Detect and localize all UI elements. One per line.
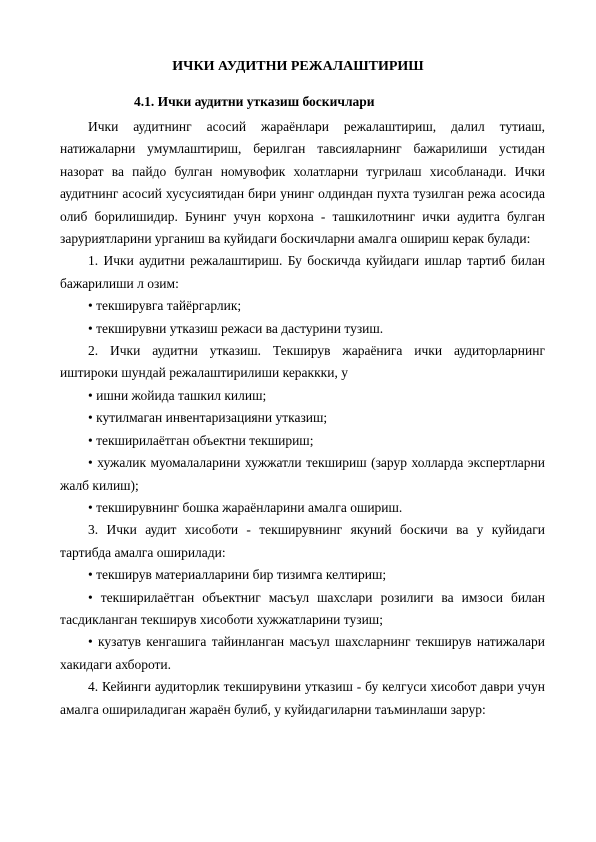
list-item: • текширилаётган объектни текшириш; xyxy=(88,432,314,448)
list-item: • текширув материалларини бир тизимга келтириш; xyxy=(88,567,387,583)
list-item: • кутилмаган инвентаризацияни утказиш; xyxy=(88,410,328,426)
list-item: • текширувга тайёргарлик; xyxy=(88,298,242,314)
step-2-paragraph: 2. Ички аудитни утказиш. Текширув жараёнига ички аудиторларнинг иштироки шундай режалаштирилиши кераккки, у xyxy=(60,343,545,381)
list-item: • ишни жойида ташкил килиш; xyxy=(88,387,267,403)
step-1-paragraph: 1. Ички аудитни режалаштириш. Бу боскичда куйидаги ишлар тартиб билан бажарилиши л озим: xyxy=(60,253,545,291)
step-3-paragraph: 3. Ички аудит хисоботи - текширувнинг якуний боскичи ва у куйидаги тартибда амалга оширилади: xyxy=(60,522,545,560)
list-item: • кузатув кенгашига тайинланган масъул шахсларнинг текширув натижалари хакидаги ахбороти. xyxy=(60,634,545,672)
list-item: • текширилаётган объектниг масъул шахслари розилиги ва имзоси билан тасдикланган текширув хисоботи хужжатларини тузиш; xyxy=(60,589,545,627)
step-4-paragraph: 4. Кейинги аудиторлик текширувини утказиш - бу келгуси хисобот даври учун амалга ошириладиган жараён булиб, у куйидагиларни таъминлаши зарур: xyxy=(60,679,545,717)
document-title: ИЧКИ АУДИТНИ РЕЖАЛАШТИРИШ xyxy=(172,59,424,74)
section-heading: 4.1. Ички аудитни утказиш боскичлари xyxy=(134,94,375,109)
document-body xyxy=(60,116,545,721)
list-item: • текширувни утказиш режаси ва дастурини тузиш. xyxy=(88,320,384,336)
list-item: • хужалик муомалаларини хужжатли текшириш (зарур холларда экспертларни жалб килиш); xyxy=(60,455,545,493)
list-item: • текширувнинг бошка жараёнларини амалга ошириш. xyxy=(88,499,403,515)
intro-paragraph: Ички аудитнинг асосий жараёнлари режалаштириш, далил тутиаш, натижаларни умумлаштириш, берилган тавсияларнинг бажарилиши устидан назорат ва пайдо булган номувофик холатларни тугрилаш хисобланади. Ички аудитнинг асосий хусусиятидан бири унинг олдиндан пухта тузилган режа асосида олиб борилишидир. Бунинг учун корхона - ташкилотнинг ички аудитга булган заруриятларини урганиш ва куйидаги боскичларни амалга ошириш керак булади: xyxy=(60,119,545,247)
